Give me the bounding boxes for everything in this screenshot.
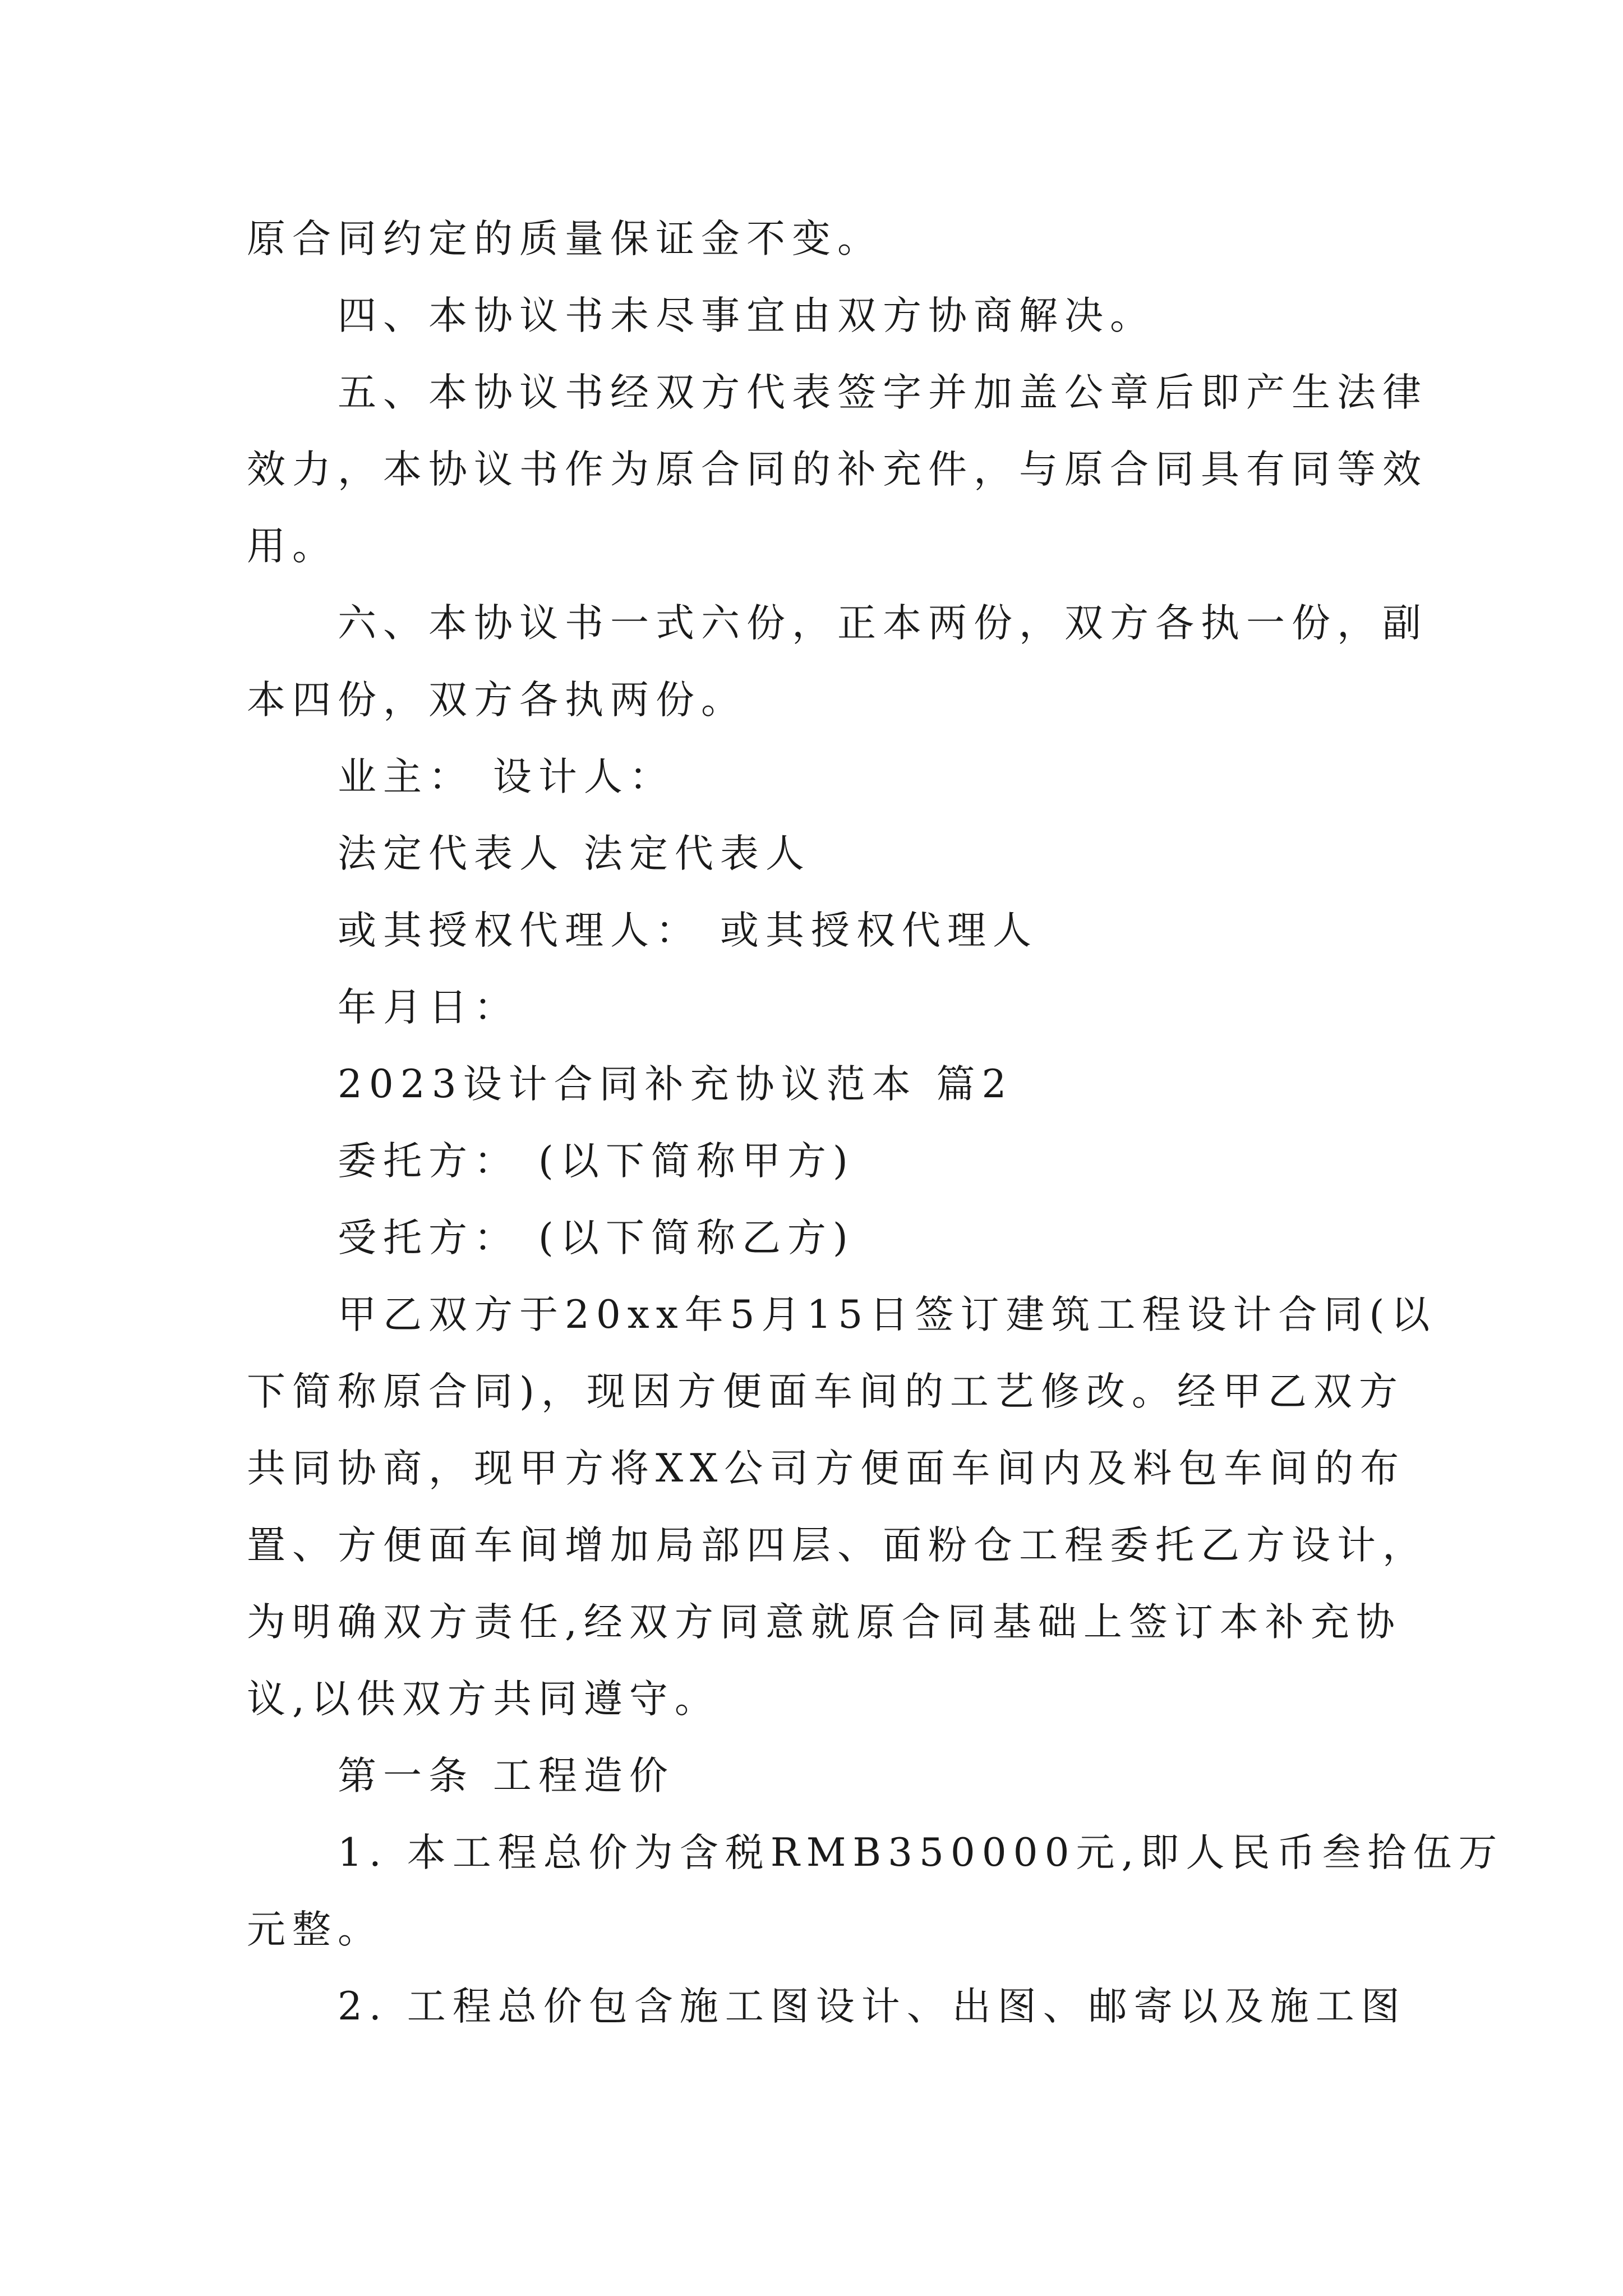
clause-five-line-1: 五、本协议书经双方代表签字并加盖公章后即产生法律 — [338, 370, 1428, 415]
article-one-item-1-line-2: 元整。 — [247, 1907, 383, 1952]
agent-party: 受托方： (以下简称乙方) — [338, 1216, 855, 1260]
preamble-line-2: 下简称原合同)，现因方便面车间的工艺修改。经甲乙双方 — [247, 1369, 1404, 1414]
principal-party: 委托方： (以下简称甲方) — [338, 1139, 855, 1184]
clause-six-line-2: 本四份，双方各执两份。 — [247, 678, 746, 723]
article-one-item-1-line-1: 1. 本工程总价为含税RMB350000元,即人民币叁拾伍万 — [338, 1830, 1504, 1875]
preamble-line-4: 置、方便面车间增加局部四层、面粉仓工程委托乙方设计， — [247, 1523, 1428, 1568]
preamble-line-6: 议,以供双方共同遵守。 — [247, 1677, 720, 1722]
paragraph-line: 原合同约定的质量保证金不变。 — [247, 217, 883, 261]
document-body — [247, 201, 1504, 2045]
signature-legal-representative: 法定代表人 法定代表人 — [338, 831, 811, 876]
clause-four: 四、本协议书未尽事宜由双方协商解决。 — [338, 293, 1155, 338]
preamble-line-5: 为明确双方责任,经双方同意就原合同基础上签订本补充协 — [247, 1600, 1401, 1645]
clause-five-line-2: 效力，本协议书作为原合同的补充件，与原合同具有同等效 — [247, 447, 1428, 492]
section-title: 2023设计合同补充协议范本 篇2 — [338, 1062, 1013, 1107]
clause-six-line-1: 六、本协议书一式六份，正本两份，双方各执一份，副 — [338, 601, 1428, 646]
preamble-line-1: 甲乙双方于20xx年5月15日签订建筑工程设计合同(以 — [338, 1292, 1437, 1337]
signature-parties: 业主： 设计人： — [338, 754, 675, 799]
preamble-line-3: 共同协商，现甲方将XX公司方便面车间内及料包车间的布 — [247, 1446, 1406, 1491]
article-one-item-2-line-1: 2. 工程总价包含施工图设计、出图、邮寄以及施工图 — [338, 1984, 1407, 2029]
article-one-heading: 第一条 工程造价 — [338, 1754, 675, 1798]
clause-five-line-3: 用。 — [247, 524, 338, 569]
signature-date: 年月日： — [338, 985, 519, 1030]
signature-authorized-agent: 或其授权代理人： 或其授权代理人 — [338, 908, 1038, 953]
